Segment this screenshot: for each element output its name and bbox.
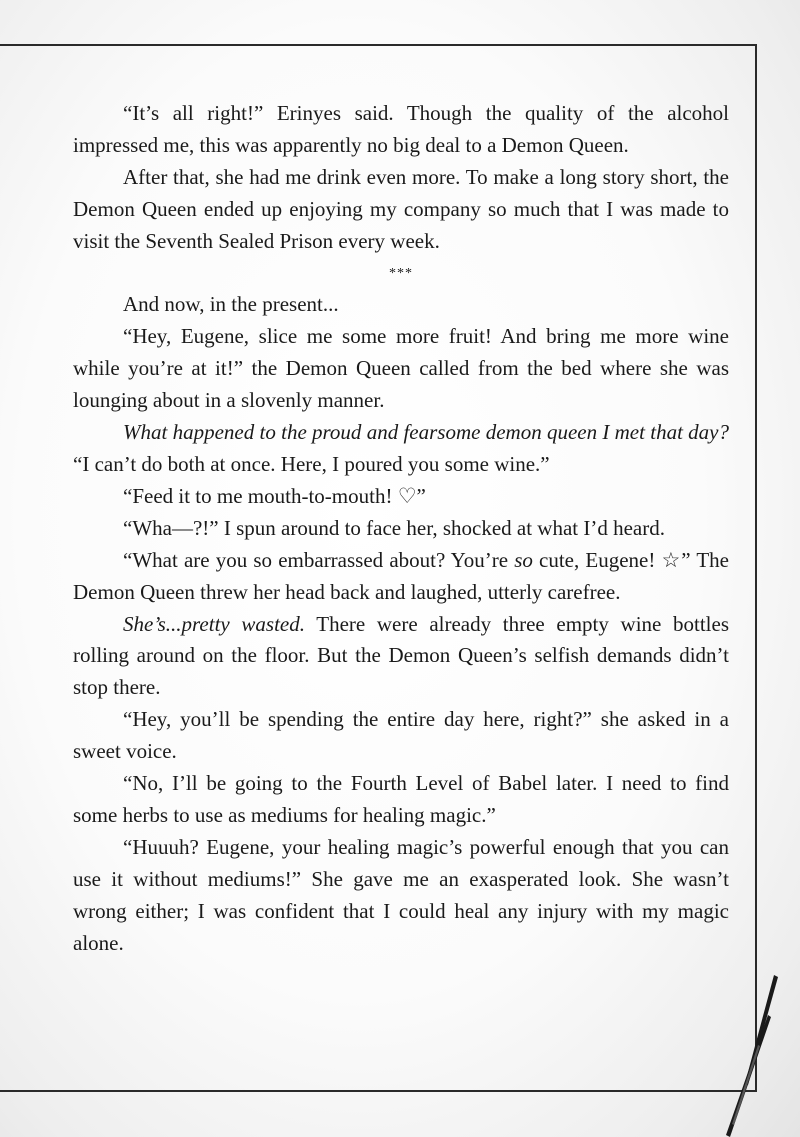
paragraph [73,417,729,481]
book-page-text [73,98,729,959]
paragraph [73,545,729,609]
paragraph-text: cute, Eugene! ☆” The Demon Queen threw her head back and laughed, utterly carefree. [73,547,729,604]
paragraph-text: There were already three empty wine bottles rolling around on the floor. But the Demon Queen’s selfish demands didn’t stop there. [73,611,730,700]
paragraph [73,609,729,705]
paragraph: “Hey, Eugene, slice me some more fruit! And bring me more wine while you’re at it!” the Demon Queen called from the bed where she was lounging about in a slovenly manner. [73,324,729,413]
page-frame-top-line [0,44,757,46]
paragraph: “Huuuh? Eugene, your healing magic’s powerful enough that you can use it without mediums!” She gave me an exasperated look. She wasn’t wrong either; I was confident that I could heal any injury with my magic alone. [73,834,729,955]
page-frame-right-line [755,44,757,1092]
paragraph: “It’s all right!” Erinyes said. Though the quality of the alcohol impressed me, this was apparently no big deal to a Demon Queen. [73,101,729,157]
paragraph: “Hey, you’ll be spending the entire day here, right?” she asked in a sweet voice. [73,707,729,764]
paragraph: After that, she had me drink even more. To make a long story short, the Demon Queen ended up enjoying my company so much that I was made to visit the Seventh Sealed Prison every week. [73,164,729,253]
paragraph-text: “I can’t do both at once. Here, I poured you some wine.” [73,451,550,476]
page-frame-bottom-line [0,1090,757,1092]
italic-thought: She’s...pretty wasted. [123,611,305,636]
slash-decoration-icon [700,975,800,1137]
paragraph-text: “What are you so embarrassed about? You’re [123,547,515,572]
scene-break: *** [389,265,413,281]
italic-thought: What happened to the proud and fearsome demon queen I met that day? [123,420,729,445]
paragraph: “Feed it to me mouth-to-mouth! ♡” [123,483,426,508]
paragraph: And now, in the present... [123,292,339,317]
italic-emphasis: so [514,547,533,572]
paragraph: “No, I’ll be going to the Fourth Level of Babel later. I need to find some herbs to use as mediums for healing magic.” [73,771,729,827]
paragraph: “Wha—?!” I spun around to face her, shocked at what I’d heard. [123,515,666,540]
